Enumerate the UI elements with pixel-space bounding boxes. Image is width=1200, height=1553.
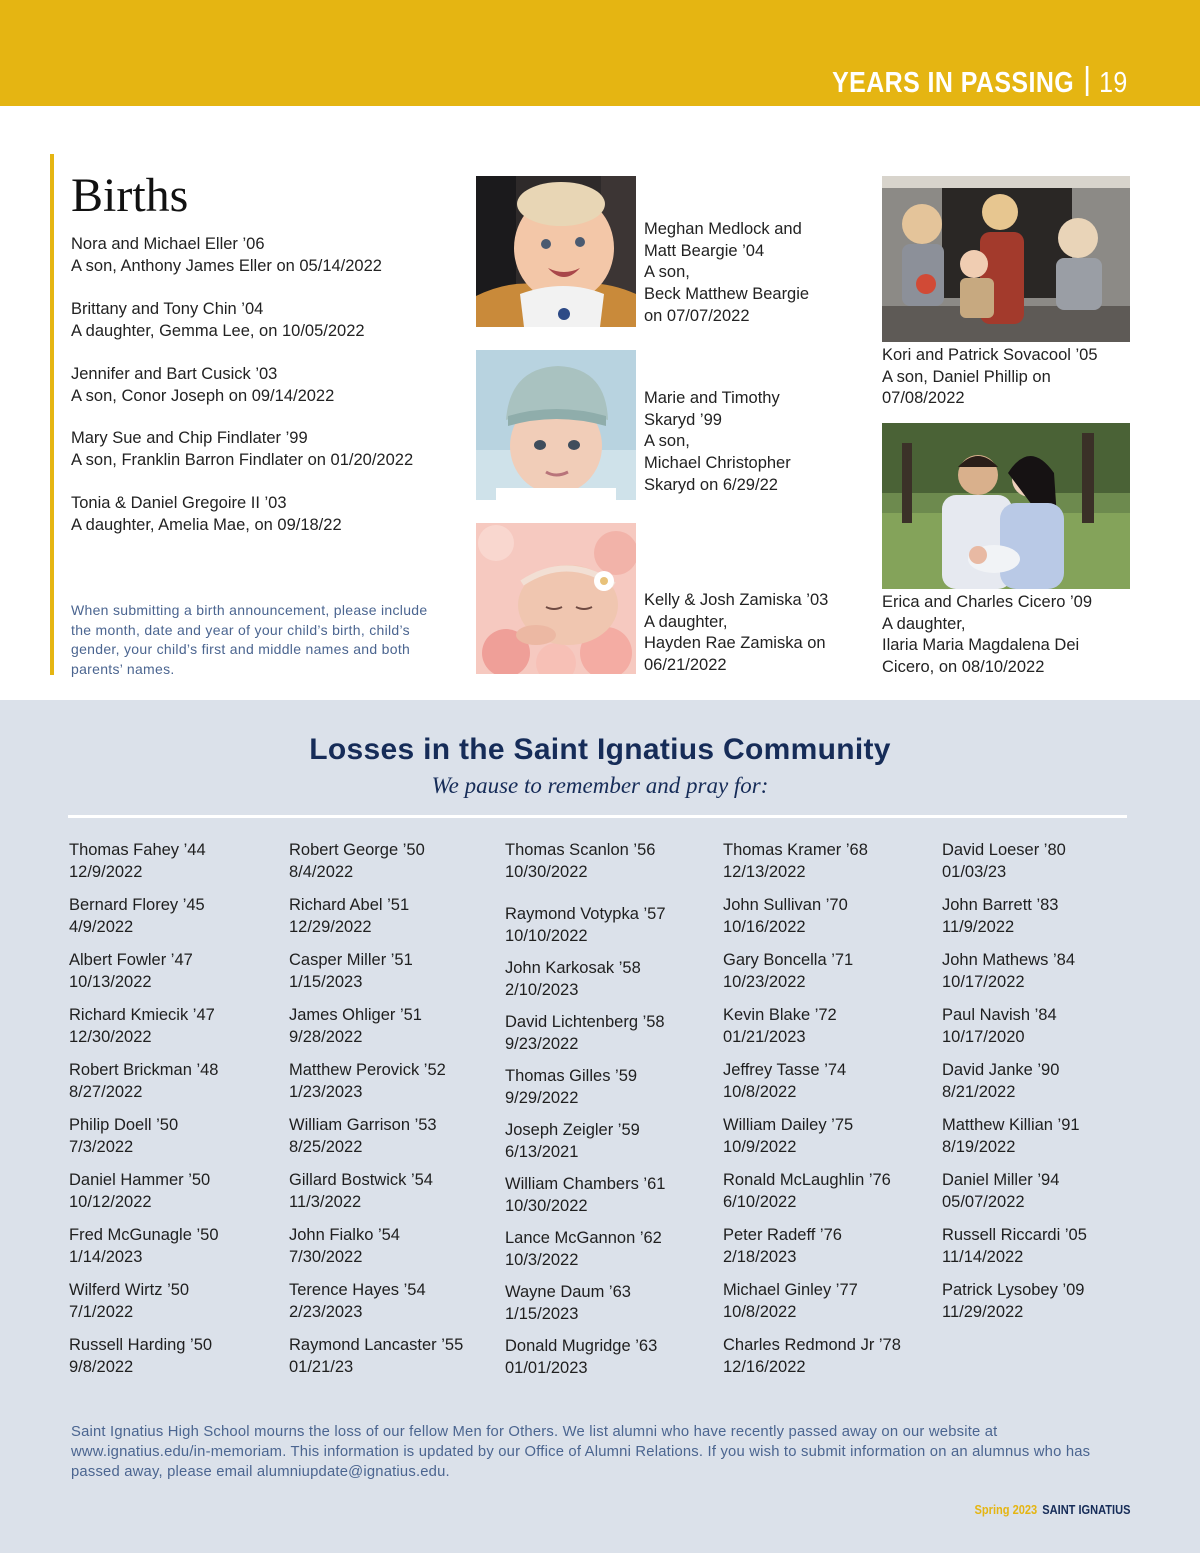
memoriam-name: Philip Doell ’50: [69, 1116, 179, 1134]
memoriam-date: 9/29/2022: [505, 1088, 579, 1107]
memoriam-entry: [942, 840, 1087, 883]
memoriam-entry: [723, 1280, 901, 1323]
memoriam-entry: [723, 895, 901, 938]
footer-season: Spring 2023: [974, 1502, 1037, 1517]
memoriam-entry: [723, 1115, 901, 1158]
memoriam-entry: [289, 1225, 463, 1268]
memoriam-date: 10/30/2022: [505, 1196, 588, 1215]
caption-line: Erica and Charles Cicero ’09: [882, 593, 1093, 611]
memoriam-entry: [69, 1005, 219, 1048]
memoriam-entry: [69, 1115, 219, 1158]
birth-child: A daughter, Gemma Lee, on 10/05/2022: [71, 321, 365, 340]
memoriam-entry: [505, 1120, 666, 1163]
memoriam-date: 10/13/2022: [69, 972, 152, 991]
section-title: YEARS IN PASSING: [832, 67, 1075, 99]
memoriam-date: 1/23/2023: [289, 1082, 363, 1101]
page-footer: [974, 1502, 1130, 1517]
memoriam-date: 8/19/2022: [942, 1137, 1016, 1156]
memoriam-entry: [69, 840, 219, 883]
photo-caption: [882, 592, 1092, 679]
memoriam-name: Fred McGunagle ’50: [69, 1226, 219, 1244]
caption-line: A son, Daniel Phillip on: [882, 367, 1051, 386]
memoriam-entry: [505, 1282, 666, 1325]
memoriam-name: Thomas Kramer ’68: [723, 841, 868, 859]
memoriam-entry: [289, 1005, 463, 1048]
birth-entry: [71, 299, 365, 342]
memoriam-name: Richard Abel ’51: [289, 896, 410, 914]
caption-line: Kelly & Josh Zamiska ’03: [644, 591, 829, 609]
memoriam-name: James Ohliger ’51: [289, 1006, 422, 1024]
memoriam-name: Russell Harding ’50: [69, 1336, 213, 1354]
memoriam-entry: [289, 1115, 463, 1158]
memoriam-name: Charles Redmond Jr ’78: [723, 1336, 901, 1354]
memoriam-entry: [723, 1335, 901, 1378]
memoriam-name: Thomas Fahey ’44: [69, 841, 206, 859]
memoriam-date: 01/03/23: [942, 862, 1007, 881]
memoriam-date: 10/9/2022: [723, 1137, 797, 1156]
birth-child: A son, Franklin Barron Findlater on 01/20/2022: [71, 450, 414, 469]
birth-submission-note: When submitting a birth announcement, please include the month, date and year of your child’s birth, child’s gender, your child’s first and middle names and both parents’ names.: [71, 602, 428, 677]
memoriam-entry: [69, 1060, 219, 1103]
memoriam-name: Bernard Florey ’45: [69, 896, 205, 914]
memoriam-name: Wayne Daum ’63: [505, 1283, 631, 1301]
birth-parents: Jennifer and Bart Cusick ’03: [71, 365, 278, 383]
baby-photo: [476, 523, 636, 674]
births-title: Births: [71, 169, 189, 222]
caption-line: Beck Matthew Beargie: [644, 285, 810, 304]
memoriam-name: Donald Mugridge ’63: [505, 1337, 658, 1355]
memoriam-date: 12/30/2022: [69, 1027, 152, 1046]
memoriam-name: Paul Navish ’84: [942, 1006, 1057, 1024]
memoriam-date: 8/27/2022: [69, 1082, 143, 1101]
losses-divider: [68, 815, 1127, 818]
losses-subtitle: We pause to remember and pray for:: [431, 773, 769, 798]
losses-title: Losses in the Saint Ignatius Community: [309, 733, 891, 766]
memoriam-entry: [69, 1335, 219, 1378]
memoriam-date: 9/23/2022: [505, 1034, 579, 1053]
memoriam-name: Matthew Perovick ’52: [289, 1061, 446, 1079]
memoriam-name: Terence Hayes ’54: [289, 1281, 426, 1299]
caption-line: 07/08/2022: [882, 389, 965, 408]
memoriam-date: 2/18/2023: [723, 1247, 797, 1266]
memoriam-name: Robert Brickman ’48: [69, 1061, 219, 1079]
caption-line: on 07/07/2022: [644, 306, 750, 325]
caption-line: A son,: [644, 432, 690, 451]
memoriam-date: 10/17/2020: [942, 1027, 1025, 1046]
memoriam-entry: [289, 1335, 463, 1378]
birth-entry: [71, 428, 413, 471]
memoriam-name: John Sullivan ’70: [723, 896, 848, 914]
baby-photo: [476, 176, 636, 327]
memoriam-entry: [942, 1170, 1087, 1213]
memoriam-date: 7/1/2022: [69, 1302, 134, 1321]
family-photo: [882, 423, 1130, 589]
memoriam-name: Joseph Zeigler ’59: [505, 1121, 640, 1139]
memoriam-date: 8/25/2022: [289, 1137, 363, 1156]
caption-line: A son,: [644, 263, 690, 282]
memoriam-column: [289, 840, 463, 1390]
memoriam-entry: [942, 1005, 1087, 1048]
memoriam-entry: [69, 1280, 219, 1323]
memoriam-date: 10/17/2022: [942, 972, 1025, 991]
caption-line: A daughter,: [882, 614, 966, 633]
memoriam-entry: [69, 950, 219, 993]
birth-entry: [71, 493, 342, 536]
memoriam-entry: [69, 1225, 219, 1268]
caption-line: Cicero, on 08/10/2022: [882, 658, 1045, 677]
in-memoriam-note: Saint Ignatius High School mourns the loss of our fellow Men for Others. We list alumni who have recently passed away on our website at www.ignatius.edu/in-memoriam. This information is updated by our Office of Alumni Relations. If you wish to submit information on an alumnus who has passed away, please email alumniupdate@ignatius.edu.: [71, 1424, 1091, 1480]
memoriam-date: 6/10/2022: [723, 1192, 797, 1211]
memoriam-entry: [289, 1060, 463, 1103]
memoriam-entry: [505, 840, 666, 883]
memoriam-name: Patrick Lysobey ’09: [942, 1281, 1085, 1299]
birth-child: A son, Conor Joseph on 09/14/2022: [71, 386, 335, 405]
memoriam-entry: [942, 1225, 1087, 1268]
memoriam-date: 05/07/2022: [942, 1192, 1025, 1211]
memoriam-date: 01/01/2023: [505, 1358, 588, 1377]
memoriam-column: [69, 840, 219, 1390]
memoriam-name: John Mathews ’84: [942, 951, 1075, 969]
memoriam-date: 11/3/2022: [289, 1192, 362, 1211]
memoriam-name: Russell Riccardi ’05: [942, 1226, 1087, 1244]
memoriam-date: 9/8/2022: [69, 1357, 134, 1376]
memoriam-entry: [505, 1228, 666, 1271]
memoriam-date: 8/21/2022: [942, 1082, 1016, 1101]
memoriam-entry: [942, 1115, 1087, 1158]
memoriam-entry: [942, 1060, 1087, 1103]
memoriam-name: Raymond Votypka ’57: [505, 905, 666, 923]
memoriam-entry: [723, 840, 901, 883]
memoriam-name: John Barrett ’83: [942, 896, 1059, 914]
photo-caption: [882, 345, 1098, 410]
memoriam-name: Albert Fowler ’47: [69, 951, 193, 969]
memoriam-entry: [289, 950, 463, 993]
memoriam-name: Raymond Lancaster ’55: [289, 1336, 464, 1354]
memoriam-date: 10/12/2022: [69, 1192, 152, 1211]
memoriam-date: 9/28/2022: [289, 1027, 363, 1046]
memoriam-entry: [505, 1066, 666, 1109]
memoriam-name: Thomas Scanlon ’56: [505, 841, 656, 859]
memoriam-name: Daniel Miller ’94: [942, 1171, 1060, 1189]
caption-line: A daughter,: [644, 612, 728, 631]
memoriam-date: 11/14/2022: [942, 1247, 1024, 1266]
memoriam-name: John Fialko ’54: [289, 1226, 400, 1244]
memoriam-date: 10/30/2022: [505, 862, 588, 881]
memoriam-name: William Chambers ’61: [505, 1175, 666, 1193]
memoriam-name: Lance McGannon ’62: [505, 1229, 662, 1247]
birth-child: A son, Anthony James Eller on 05/14/2022: [71, 256, 382, 275]
caption-line: Marie and Timothy: [644, 389, 780, 407]
memoriam-date: 7/3/2022: [69, 1137, 134, 1156]
memoriam-column: [505, 840, 666, 1390]
memoriam-date: 1/14/2023: [69, 1247, 143, 1266]
memoriam-entry: [723, 1005, 901, 1048]
memoriam-date: 11/9/2022: [942, 917, 1015, 936]
memoriam-column: [942, 840, 1087, 1335]
memoriam-entry: [289, 1280, 463, 1323]
memoriam-date: 11/29/2022: [942, 1302, 1024, 1321]
memoriam-column: [723, 840, 901, 1390]
memoriam-date: 1/15/2023: [289, 972, 363, 991]
memoriam-entry: [505, 1174, 666, 1217]
section-heading: [832, 66, 1128, 100]
memoriam-date: 10/16/2022: [723, 917, 806, 936]
memoriam-name: David Loeser ’80: [942, 841, 1066, 859]
memoriam-name: Kevin Blake ’72: [723, 1006, 837, 1024]
memoriam-name: Richard Kmiecik ’47: [69, 1006, 215, 1024]
birth-entry: [71, 234, 382, 277]
page-number: 19: [1099, 67, 1128, 99]
header-divider: [1086, 66, 1089, 96]
caption-line: Skaryd on 6/29/22: [644, 475, 778, 494]
memoriam-entry: [289, 895, 463, 938]
photo-caption: [644, 590, 828, 677]
memoriam-name: Robert George ’50: [289, 841, 425, 859]
memoriam-date: 10/10/2022: [505, 926, 588, 945]
memoriam-date: 12/29/2022: [289, 917, 372, 936]
memoriam-date: 2/10/2023: [505, 980, 579, 999]
birth-parents: Brittany and Tony Chin ’04: [71, 300, 264, 318]
memoriam-date: 10/8/2022: [723, 1302, 797, 1321]
memoriam-date: 8/4/2022: [289, 862, 354, 881]
memoriam-entry: [723, 1225, 901, 1268]
baby-photo: [476, 350, 636, 500]
memoriam-date: 12/13/2022: [723, 862, 806, 881]
memoriam-date: 12/9/2022: [69, 862, 143, 881]
memoriam-entry: [505, 1012, 666, 1055]
memoriam-name: Michael Ginley ’77: [723, 1281, 858, 1299]
memoriam-name: Jeffrey Tasse ’74: [723, 1061, 847, 1079]
memoriam-entry: [289, 840, 463, 883]
memoriam-date: 10/8/2022: [723, 1082, 797, 1101]
memoriam-name: Gary Boncella ’71: [723, 951, 854, 969]
photo-caption: [644, 388, 791, 497]
memoriam-entry: [942, 950, 1087, 993]
caption-line: Skaryd ’99: [644, 410, 722, 429]
memoriam-date: 4/9/2022: [69, 917, 134, 936]
memoriam-date: 6/13/2021: [505, 1142, 579, 1161]
memoriam-entry: [69, 895, 219, 938]
birth-parents: Mary Sue and Chip Findlater ’99: [71, 429, 308, 447]
memoriam-name: William Dailey ’75: [723, 1116, 854, 1134]
memoriam-name: Thomas Gilles ’59: [505, 1067, 638, 1085]
photo-caption: [644, 219, 809, 328]
caption-line: Michael Christopher: [644, 454, 791, 473]
memoriam-name: Peter Radeff ’76: [723, 1226, 842, 1244]
memoriam-name: William Garrison ’53: [289, 1116, 437, 1134]
birth-child: A daughter, Amelia Mae, on 09/18/22: [71, 515, 342, 534]
memoriam-date: 10/23/2022: [723, 972, 806, 991]
memoriam-date: 10/3/2022: [505, 1250, 579, 1269]
memoriam-entry: [723, 1170, 901, 1213]
memoriam-entry: [942, 895, 1087, 938]
birth-parents: Tonia & Daniel Gregoire II ’03: [71, 494, 287, 512]
caption-line: Kori and Patrick Sovacool ’05: [882, 346, 1098, 364]
memoriam-date: 12/16/2022: [723, 1357, 806, 1376]
caption-line: Matt Beargie ’04: [644, 241, 765, 260]
birth-entry: [71, 364, 334, 407]
memoriam-date: 7/30/2022: [289, 1247, 363, 1266]
memoriam-date: 2/23/2023: [289, 1302, 363, 1321]
memoriam-date: 1/15/2023: [505, 1304, 579, 1323]
memoriam-name: Daniel Hammer ’50: [69, 1171, 211, 1189]
family-photo: [882, 176, 1130, 342]
memoriam-entry: [505, 1336, 666, 1379]
memoriam-entry: [505, 958, 666, 1001]
memoriam-entry: [942, 1280, 1087, 1323]
memoriam-entry: [723, 1060, 901, 1103]
memoriam-name: Gillard Bostwick ’54: [289, 1171, 433, 1189]
memoriam-entry: [69, 1170, 219, 1213]
birth-parents: Nora and Michael Eller ’06: [71, 235, 265, 253]
memoriam-name: David Lichtenberg ’58: [505, 1013, 665, 1031]
memoriam-date: 01/21/2023: [723, 1027, 806, 1046]
caption-line: Ilaria Maria Magdalena Dei: [882, 636, 1080, 655]
memoriam-name: David Janke ’90: [942, 1061, 1060, 1079]
header-bar: [0, 0, 1200, 106]
caption-line: Meghan Medlock and: [644, 220, 802, 238]
memoriam-entry: [723, 950, 901, 993]
memoriam-name: Wilferd Wirtz ’50: [69, 1281, 190, 1299]
memoriam-date: 01/21/23: [289, 1357, 354, 1376]
memoriam-entry: [505, 904, 666, 947]
caption-line: 06/21/2022: [644, 656, 727, 675]
memoriam-name: John Karkosak ’58: [505, 959, 641, 977]
memoriam-name: Casper Miller ’51: [289, 951, 413, 969]
memoriam-name: Matthew Killian ’91: [942, 1116, 1080, 1134]
memoriam-entry: [289, 1170, 463, 1213]
memoriam-name: Ronald McLaughlin ’76: [723, 1171, 891, 1189]
footer-publication: SAINT IGNATIUS: [1041, 1502, 1130, 1517]
births-accent-rule: [50, 154, 54, 675]
caption-line: Hayden Rae Zamiska on: [644, 634, 826, 653]
